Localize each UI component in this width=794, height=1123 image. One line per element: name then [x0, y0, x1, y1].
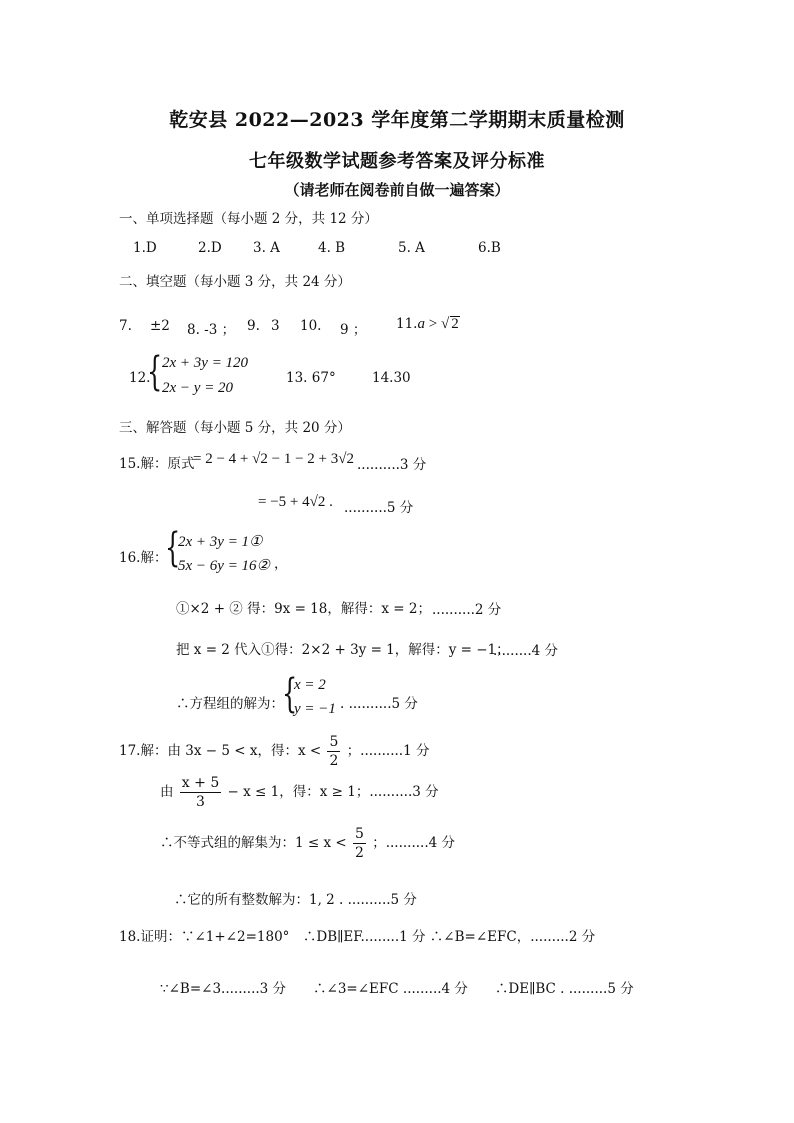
q17-f2-num: x + 5	[181, 775, 220, 791]
q17-line3	[160, 827, 455, 860]
q16-brace: {	[165, 525, 181, 571]
q12-eq1: 2x + 3y = 120	[162, 355, 249, 371]
q17-fraction3	[353, 827, 366, 860]
q17-f1-num: 5	[329, 734, 339, 750]
q17-line1	[119, 735, 429, 768]
q16-score3: . ..........5 分	[340, 696, 418, 712]
q11-answer: 11.a > √ 2	[396, 316, 459, 332]
q13-answer: 13. 67°	[286, 370, 336, 386]
q16-score2: .........4 分	[493, 643, 559, 659]
q17-f3-den: 2	[355, 845, 364, 861]
section1-heading: 一、单项选择题（每小题 2 分，共 12 分）	[119, 211, 378, 227]
q16-step2: 把 x = 2 代入①得：2×2 + 3y = 1，解得：y = −1；	[176, 642, 510, 658]
q9-answer: 3	[271, 318, 280, 334]
q17-fraction2	[180, 776, 221, 809]
q17-score3: ；..........4 分	[372, 835, 456, 851]
q17-f1-den: 2	[329, 753, 339, 769]
q16-solution-brace: {	[282, 671, 298, 717]
answer-4: 4. B	[318, 240, 346, 256]
q14-answer: 14.30	[372, 370, 411, 386]
q17-line3-pre: ∴不等式组的解集为：1 ≤ x <	[160, 835, 347, 851]
q12-brace: {	[147, 349, 163, 395]
q16-eq1: 2x + 3y = 1①	[178, 534, 263, 550]
q8-answer: 8. -3 ；	[187, 322, 236, 338]
q16-eq2: 5x − 6y = 16②	[178, 558, 271, 574]
page-subtitle: 七年级数学试题参考答案及评分标准	[249, 151, 545, 172]
q18-line1: 18.证明：∵∠1+∠2=180° ∴DB∥EF.........1 分 ∴∠B=∠EFC，.........2 分	[119, 929, 596, 945]
q17-line2-pre: 由	[160, 784, 174, 800]
section3-heading: 三、解答题（每小题 5 分，共 20 分）	[119, 420, 351, 436]
q15-score1: ..........3 分	[357, 457, 427, 473]
q10-number: 10.	[300, 318, 322, 334]
section2-heading: 二、填空题（每小题 3 分，共 24 分）	[119, 274, 351, 290]
q17-line2-post: − x ≤ 1，得：x ≥ 1；..........3 分	[227, 784, 439, 800]
q17-score1: ；..........1 分	[346, 743, 430, 759]
q15-line1: = 2 − 4 + √2 − 1 − 2 + 3√2	[193, 451, 354, 467]
q16-step3: ∴方程组的解为：	[176, 696, 284, 712]
q7-number: 7.	[119, 318, 132, 334]
q16-comma: ，	[274, 556, 288, 572]
q17-fraction1	[327, 735, 340, 768]
answer-5: 5. A	[398, 240, 425, 256]
q15-score2: ..........5 分	[344, 500, 414, 516]
answer-3: 3. A	[253, 240, 280, 256]
q16-sol2: y = −1	[294, 701, 336, 717]
q16-sol1: x = 2	[294, 677, 326, 693]
grading-note: （请老师在阅卷前自做一遍答案）	[284, 181, 510, 199]
q16-score1: ..........2 分	[432, 602, 502, 618]
q15-label: 15.解：原式	[119, 456, 195, 472]
answer-6: 6.B	[478, 240, 501, 256]
q16-label: 16.解：	[119, 550, 168, 566]
q16-step1: ①×2 + ② 得：9x = 18，解得：x = 2；	[176, 601, 431, 617]
q11-number: 11.	[396, 316, 418, 332]
q17-line2	[160, 776, 439, 809]
q17-line1-text: 17.解：由 3x − 5 < x，得：x <	[119, 743, 322, 759]
q17-f3-num: 5	[355, 826, 364, 842]
q18-line2: ∵∠B=∠3.........3 分 ∴∠3=∠EFC .........4 分 ∴DE∥BC . .........5 分	[160, 981, 634, 997]
q15-line2: = −5 + 4√2 .	[258, 494, 333, 510]
q9-number: 9.	[247, 318, 260, 334]
answer-2: 2.D	[198, 240, 222, 256]
q7-answer: ±2	[150, 318, 170, 334]
page-title: 乾安县 2022—2023 学年度第二学期期末质量检测	[169, 109, 625, 131]
q17-f2-den: 3	[196, 794, 205, 810]
q12-number: 12.	[129, 370, 151, 386]
q12-eq2: 2x − y = 20	[162, 380, 234, 396]
answer-1: 1.D	[133, 240, 157, 256]
q17-line4: ∴它的所有整数解为：1, 2 . ..........5 分	[174, 892, 417, 908]
q10-answer: 9 ；	[340, 322, 367, 338]
